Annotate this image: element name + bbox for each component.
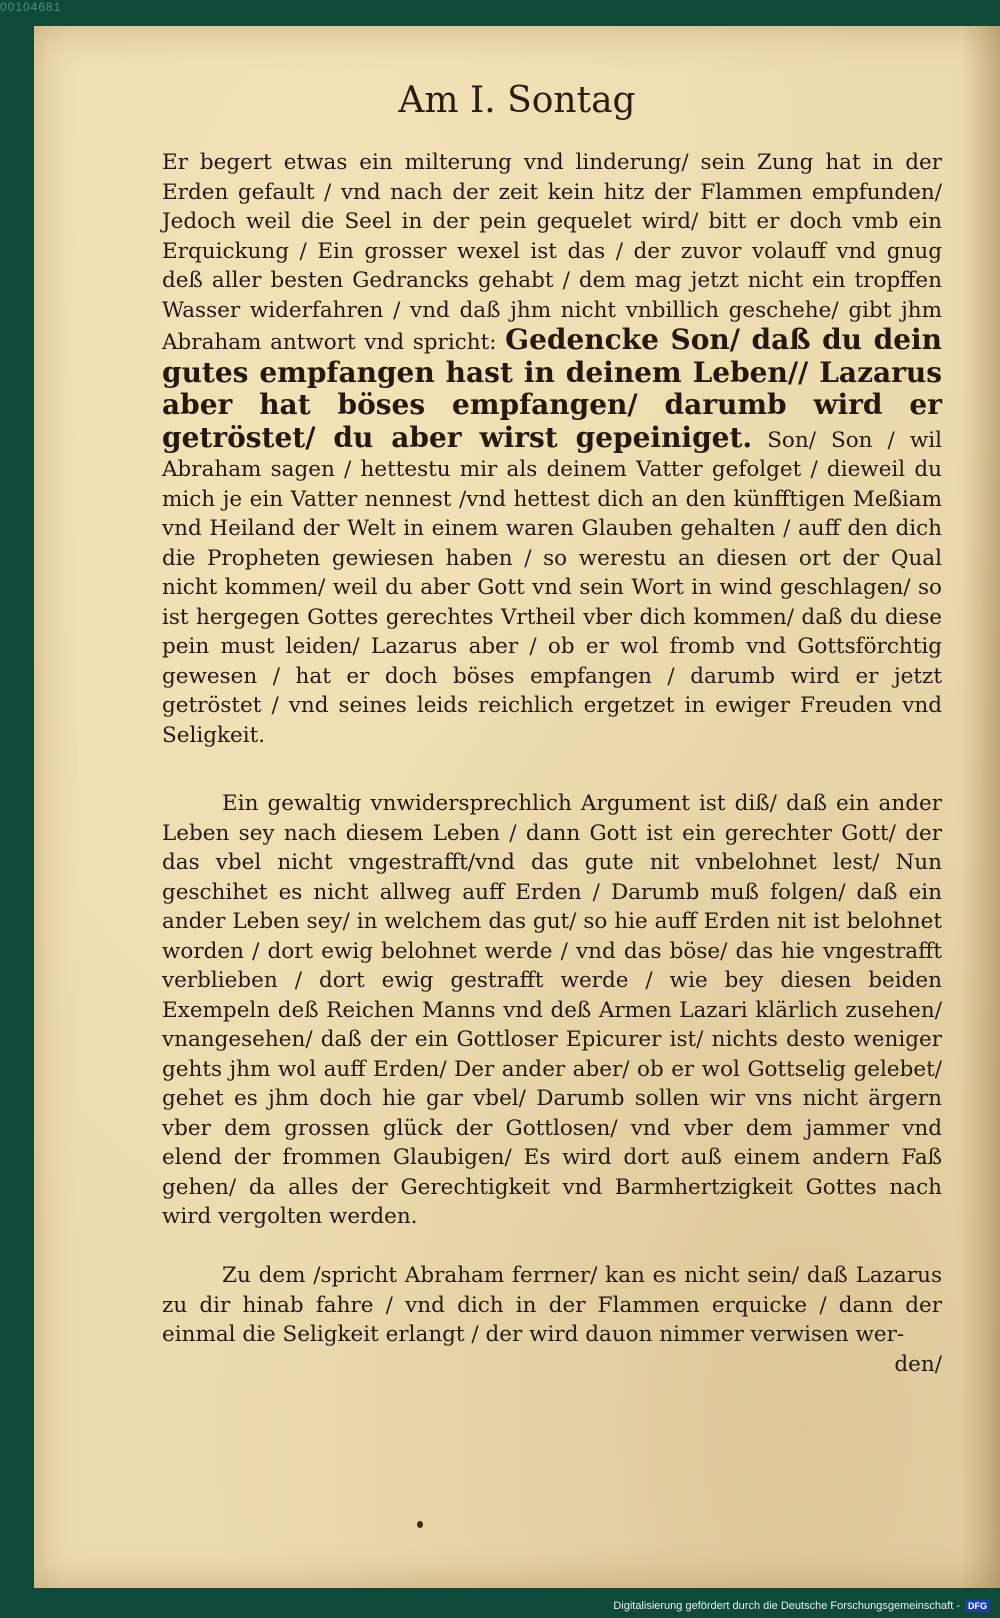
footer-credit [613, 1600, 990, 1612]
ink-spot [417, 1521, 423, 1528]
page-header-title: Am I. Sontag [398, 80, 636, 121]
paragraph-1-text-a: Er begert etwas ein milterung vnd linderung/ sein Zung hat in der Erden gefault / vnd nach der zeit kein hitz der Flammen empfunden/ Jedoch weil die Seel in der pein gequelet wird/ bitt er doch vmb ein Erquickung / Ein grosser wexel ist das / der zuvor volauff vnd gnug deß aller besten Gedrancks gehabt / dem mag jetzt nicht ein tropffen Wasser widerfahren / vnd daß jhm nicht vnbillich geschehe/ gibt jhm Abraham antwort vnd spricht: [162, 150, 942, 355]
paragraph-1-text-b: Son/ Son / wil Abraham sagen / hettestu mir als deinem Vatter gefolget / dieweil du mich je ein Vatter nennest /vnd hettest dich an den künfftigen Meßiam vnd Heiland der Welt in einem waren Glauben gehalten / auff den dich die Propheten gewiesen haben / so werestu an diesen ort der Qual nicht kommen/ weil du aber Gott vnd sein Wort in wind geschlagen/ so ist hergegen Gottes gerechtes Vrtheil vber dich kommen/ daß du diese pein must leiden/ Lazarus aber / ob er wol fromb vnd Gottsförchtig gewesen / hat er doch böses empfangen / darumb wird er jetzt getröstet / vnd seines leids reichlich ergetzet in ewiger Freuden vnd Seligkeit. [162, 427, 942, 748]
paragraph-1 [162, 148, 942, 750]
catchword: den/ [894, 1352, 942, 1377]
scan-id: 00104681 [0, 0, 62, 14]
footer-text: Digitalisierung gefördert durch die Deutsche Forschungsgemeinschaft - [613, 1600, 960, 1612]
page-edge-shadow [960, 26, 1000, 1588]
paragraph-2: Ein gewaltig vnwidersprechlich Argument ist diß/ daß ein ander Leben sey nach diesem Leben / dann Gott ist ein gerechter Gott/ der das vbel nicht vngestrafft/vnd das gute nit vnbelohnet lest/ Nun geschihet es nicht allweg auff Erden / Darumb muß folgen/ daß ein ander Leben sey/ in welchem das gut/ so hie auff Erden nit ist belohnet worden / dort ewig belohnet werde / vnd das böse/ das hie vngestrafft verblieben / dort ewig gestrafft werde / wie bey diesen beiden Exempeln deß Reichen Manns vnd deß Armen Lazari klärlich zusehen/ vnangesehen/ daß der ein Gottloser Epicurer ist/ nichts desto weniger gehts jhm wol auff Erden/ Der ander aber/ ob er wol Gottselig gelebet/ gehet es jhm doch hie gar vbel/ Darumb sollen wir vns nicht ärgern vber dem grossen glück der Gottlosen/ vnd vber dem jammer vnd elend der frommen Glaubigen/ Es wird dort auß einem andern Faß gehen/ da alles der Gerechtigkeit vnd Barmhertzigkeit Gottes nach wird vergolten werden. [162, 791, 942, 1229]
dfg-logo: DFG [965, 1600, 990, 1612]
paragraph-3: Zu dem /spricht Abraham ferrner/ kan es nicht sein/ daß Lazarus zu dir hinab fahre / vnd dich in der Flammen erquicke / dann der einmal die Seligkeit erlangt / der wird dauon nimmer verwisen wer- [162, 1263, 942, 1347]
book-page [34, 26, 1000, 1588]
paragraph-1-emphasis: Gedencke Son/ daß du dein gutes empfangen hast in deinem Leben// Lazarus aber hat böses empfangen/ darumb wird er getröstet/ du aber wirst gepeiniget. [162, 323, 942, 454]
